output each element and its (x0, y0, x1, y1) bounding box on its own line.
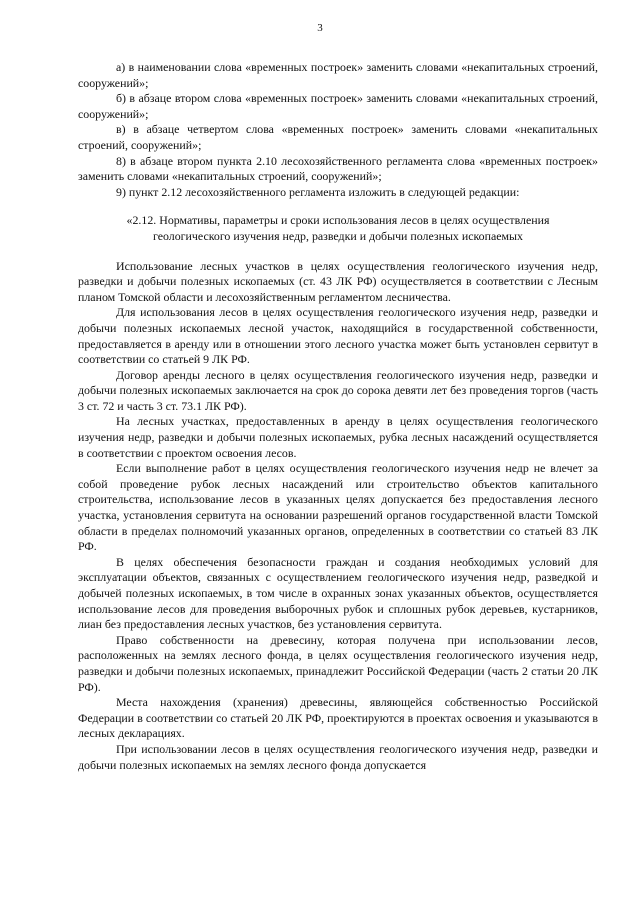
document-body (78, 60, 598, 773)
paragraph: Использование лесных участков в целях осуществления геологического изучения недр, разведки и добычи полезных ископаемых (ст. 43 ЛК РФ) осуществляется в соответствии с Лесным планом Томской области и лесохозяйственным регламентом лесничества. (78, 258, 598, 304)
amendment-9: 9) пункт 2.12 лесохозяйственного регламента изложить в следующей редакции: (116, 184, 520, 199)
amendment-8: 8) в абзаце втором пункта 2.10 лесохозяйственного регламента слова «временных построек» заменить словами «некапитальных строений, сооружений»; (78, 153, 598, 184)
paragraph: При использовании лесов в целях осуществления геологического изучения недр, разведки и добычи полезных ископаемых на землях лесного фонда допускается (78, 741, 598, 772)
amendment-v: в) в абзаце четвертом слова «временных построек» заменить словами «некапитальных строений, сооружений»; (78, 122, 598, 152)
paragraph: На лесных участках, предоставленных в аренду в целях осуществления геологического изучения недр, разведки и добычи полезных ископаемых, рубка лесных насаждений осуществляется в соответствии с проектом освоения лесов. (78, 414, 598, 460)
amendment-a: а) в наименовании слова «временных построек» заменить словами «некапитальных строений, сооружений»; (78, 60, 598, 90)
paragraph: Договор аренды лесного в целях осуществления геологического изучения недр, разведки и добычи полезных ископаемых заключается на срок до сорока девяти лет без проведения торгов (часть 3 ст. 72 и часть 3 ст. 73.1 ЛК РФ). (78, 367, 598, 413)
paragraph: Для использования лесов в целях осуществления геологического изучения недр, разведки и добычи полезных ископаемых лесной участок, находящийся в государственной собственности, предоставляется в аренду или в отношении этого лесного участка может быть установлен сервитут в соответствии со статьей 9 ЛК РФ. (78, 305, 598, 367)
paragraph: Право собственности на древесину, которая получена при использовании лесов, расположенных на землях лесного фонда, в целях осуществления геологического изучения недр, разведки и добычи полезных ископаемых, принадлежит Российской Федерации (часть 2 статьи 20 ЛК РФ). (78, 632, 598, 694)
amendment-b: б) в абзаце втором слова «временных построек» заменить словами «некапитальных строений, сооружений»; (78, 91, 598, 121)
section-heading: «2.12. Нормативы, параметры и сроки использования лесов в целях осуществления геологического изучения недр, разведки и добычи полезных ископаемых (126, 213, 550, 243)
paragraph: Места нахождения (хранения) древесины, являющейся собственностью Российской Федерации в соответствии со статьей 20 ЛК РФ, проектируются в проектах освоения и указываются в лесных декларациях. (78, 695, 598, 741)
page-number: 3 (317, 22, 323, 34)
paragraph: Если выполнение работ в целях осуществления геологического изучения недр не влечет за собой проведение рубок лесных насаждений или строительство объектов капитального строительства, использование лесов в указанных целях допускается без предоставления лесного участка, установления сервитута на основании разрешений органов государственной власти Томской области в пределах полномочий указанных органов, определенных в соответствии со статьей 83 ЛК РФ. (78, 461, 598, 554)
paragraph: В целях обеспечения безопасности граждан и создания необходимых условий для эксплуатации объектов, связанных с осуществлением геологического изучения недр, разведкой и добычей полезных ископаемых, в том числе в охранных зонах указанных объектов, осуществляется использование лесов для проведения выборочных рубок и сплошных рубок деревьев, кустарников, лиан без предоставления лесных участков, без установления сервитута. (78, 554, 598, 632)
